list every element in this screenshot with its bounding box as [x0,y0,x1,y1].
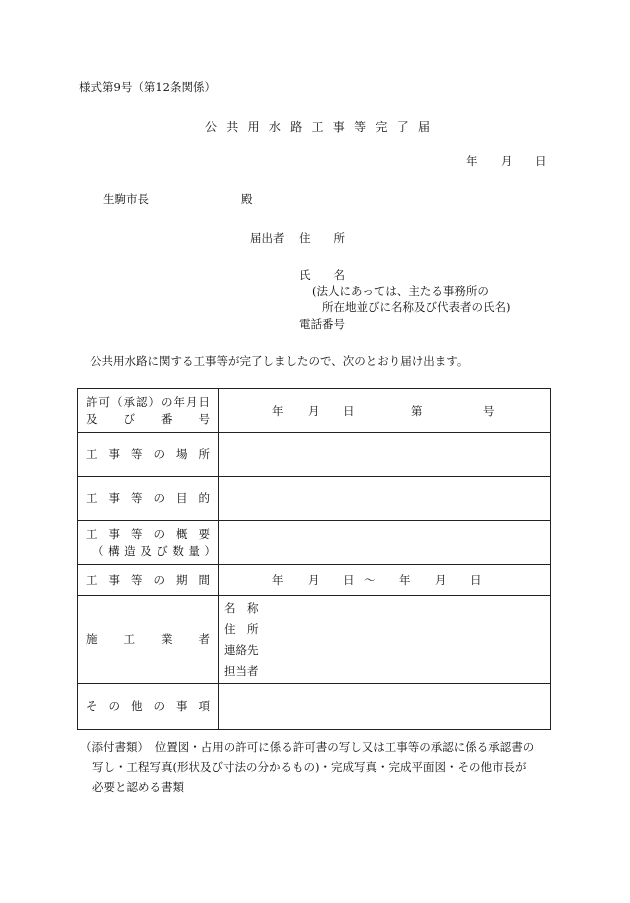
period-end-day: 日 [470,573,482,587]
period-tilde: ～ [364,573,376,587]
table-row-purpose [78,477,551,521]
location-label: 工 事 等 の 場 所 [86,447,210,462]
period-start-month: 月 [308,573,320,587]
permit-go: 号 [483,403,495,418]
phone-label: 電話番号 [299,317,345,331]
intro-text: 公共用水路に関する工事等が完了しましたので、次のとおり届け出ます。 [90,354,469,368]
date-day-label: 日 [535,154,547,168]
period-end-month: 月 [435,573,447,587]
contractor-name-label: 名 称 [224,601,259,615]
outline-value-cell[interactable] [219,521,551,565]
period-label: 工 事 等 の 期 間 [86,572,210,587]
purpose-label-cell [78,477,219,521]
period-start-year: 年 [272,573,284,587]
permit-label-line2: 及 び 番 号 [86,411,210,426]
attachments-line2: 写し・工程写真(形状及び寸法の分かるもの)・完成写真・完成平面図・その他市長が [92,760,527,774]
other-label: そ の 他 の 事 項 [86,699,210,714]
permit-year: 年 [272,403,284,418]
form-number: 様式第9号（第12条関係） [79,80,216,94]
document-title: 公共用水路工事等完了届 [205,120,440,134]
date-month-label: 月 [501,154,513,168]
honorific: 殿 [241,192,253,206]
location-value-cell[interactable] [219,433,551,477]
contractor-address-label: 住 所 [224,622,259,636]
contractor-person-label: 担当者 [224,664,259,678]
other-label-cell [78,684,219,730]
table-row-period [78,565,551,596]
period-value-cell[interactable] [219,565,551,596]
completion-form-table [77,388,551,730]
address-label: 住 所 [299,231,345,245]
period-start-day: 日 [343,573,355,587]
table-row-other [78,684,551,730]
permit-label-line1: 許 可 （ 承 認 ） の 年 月 日 [86,394,210,409]
date-year-label: 年 [466,154,478,168]
purpose-label: 工 事 等 の 目 的 [86,491,210,506]
contractor-label: 施 工 業 者 [86,632,210,647]
attachments-line1: （添付書類） 位置図・占用の許可に係る許可書の写し又は工事等の承認に係る承認書の [80,740,535,754]
location-label-cell [78,433,219,477]
table-row-permit [78,389,551,433]
outline-label-line2: （ 構 造 及 び 数 量 ） [92,543,216,558]
permit-dai: 第 [411,403,423,418]
permit-value-cell[interactable] [219,389,551,433]
table-row-location [78,433,551,477]
permit-month: 月 [308,403,320,418]
purpose-value-cell[interactable] [219,477,551,521]
period-end-year: 年 [399,573,411,587]
contractor-value-cell[interactable] [219,596,551,684]
period-label-cell [78,565,219,596]
table-row-outline [78,521,551,565]
permit-day: 日 [343,403,355,418]
permit-label-cell [78,389,219,433]
contractor-contact-label: 連絡先 [224,643,259,657]
outline-label-line1: 工 事 等 の 概 要 [86,526,210,541]
outline-label-cell [78,521,219,565]
notifier-label: 届出者 [250,231,285,245]
contractor-label-cell [78,596,219,684]
attachments-line3: 必要と認める書類 [92,780,184,794]
corp-note-line2: 所在地並びに名称及び代表者の氏名) [322,300,511,314]
addressee: 生駒市長 [103,192,149,206]
other-value-cell[interactable] [219,684,551,730]
table-row-contractor [78,596,551,684]
corp-note-line1: (法人にあっては、主たる事務所の [312,284,489,298]
name-label: 氏 名 [299,268,345,282]
